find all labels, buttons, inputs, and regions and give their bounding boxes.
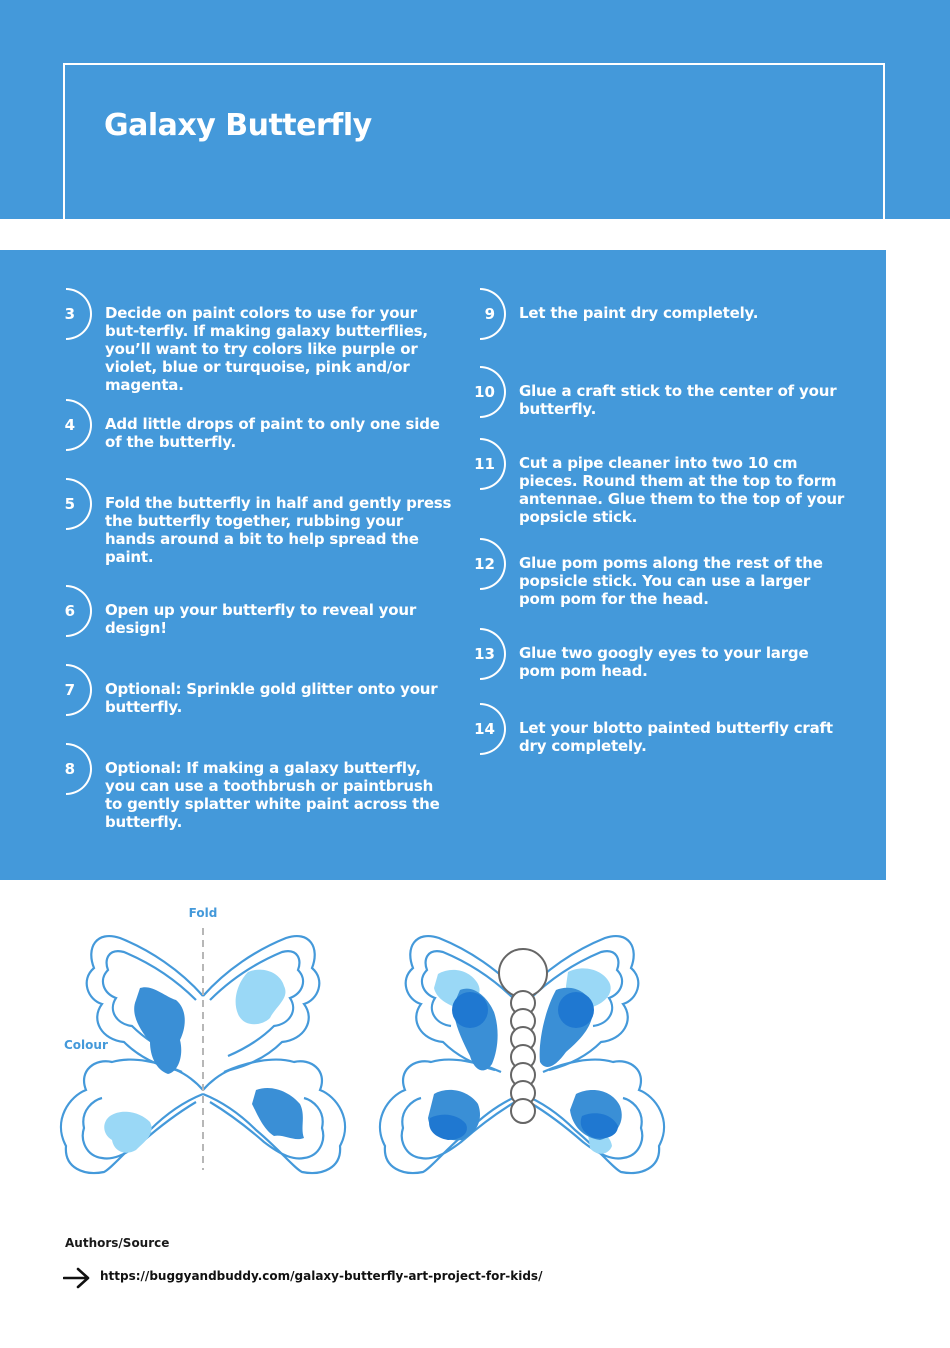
- fold-label: Fold: [188, 906, 218, 920]
- step-text: Optional: If making a galaxy butterfly, you can use a toothbrush or paintbrush to gently splatter white paint across the butterfly.: [105, 759, 440, 831]
- paint-blot: [252, 1088, 304, 1139]
- step-text: Optional: Sprinkle gold glitter onto your butterfly.: [105, 680, 438, 716]
- source-link[interactable]: https://buggyandbuddy.com/galaxy-butterfly-art-project-for-kids/: [100, 1269, 543, 1283]
- arrow-right-icon: [63, 1266, 91, 1290]
- step-text: Glue a craft stick to the center of your butterfly.: [519, 382, 837, 418]
- step-text: Add little drops of paint to only one side of the butterfly.: [105, 415, 440, 451]
- paint-blot: [558, 992, 594, 1028]
- step-text: Open up your butterfly to reveal your design!: [105, 601, 417, 637]
- step-number: 13: [474, 645, 495, 663]
- step-text: Glue pom poms along the rest of the popsicle stick. You can use a larger pom pom for the head.: [519, 554, 823, 608]
- step-number: 12: [474, 555, 495, 573]
- step-text: Glue two googly eyes to your large pom pom head.: [519, 644, 809, 680]
- steps-panel: [0, 250, 886, 880]
- step-text: Fold the butterfly in half and gently press the butterfly together, rubbing your hands around a bit to help spread the paint.: [105, 494, 452, 566]
- step-number: 5: [64, 495, 75, 513]
- butterfly-illustration: [0, 880, 950, 1200]
- paint-blot: [452, 992, 488, 1028]
- step-number: 3: [64, 305, 75, 323]
- step-text: Let your blotto painted butterfly craft dry completely.: [519, 719, 833, 755]
- step-number: 9: [484, 305, 495, 323]
- step-number: 10: [474, 383, 495, 401]
- step-number: 11: [474, 455, 495, 473]
- step-number: 14: [474, 720, 495, 738]
- pom-pom-body: [499, 949, 547, 1123]
- step-text: Let the paint dry completely.: [519, 304, 759, 322]
- step-number: 6: [64, 602, 75, 620]
- authors-label: Authors/Source: [65, 1236, 170, 1250]
- step-number: 8: [64, 760, 75, 778]
- step-number: 4: [64, 416, 75, 434]
- page-title: Galaxy Butterfly: [104, 108, 372, 143]
- paint-blot: [236, 970, 286, 1025]
- colour-label: Colour: [64, 1038, 108, 1052]
- step-number: 7: [64, 681, 75, 699]
- step-text: Decide on paint colors to use for your but-terfly. If making galaxy butterflies, you’ll want to try colors like purple or violet, blue or turquoise, pink and/or magenta.: [105, 304, 428, 394]
- paint-blot: [104, 1112, 151, 1153]
- step-text: Cut a pipe cleaner into two 10 cm pieces. Round them at the top to form antennae. Glue them to the top of your popsicle stick.: [519, 454, 845, 526]
